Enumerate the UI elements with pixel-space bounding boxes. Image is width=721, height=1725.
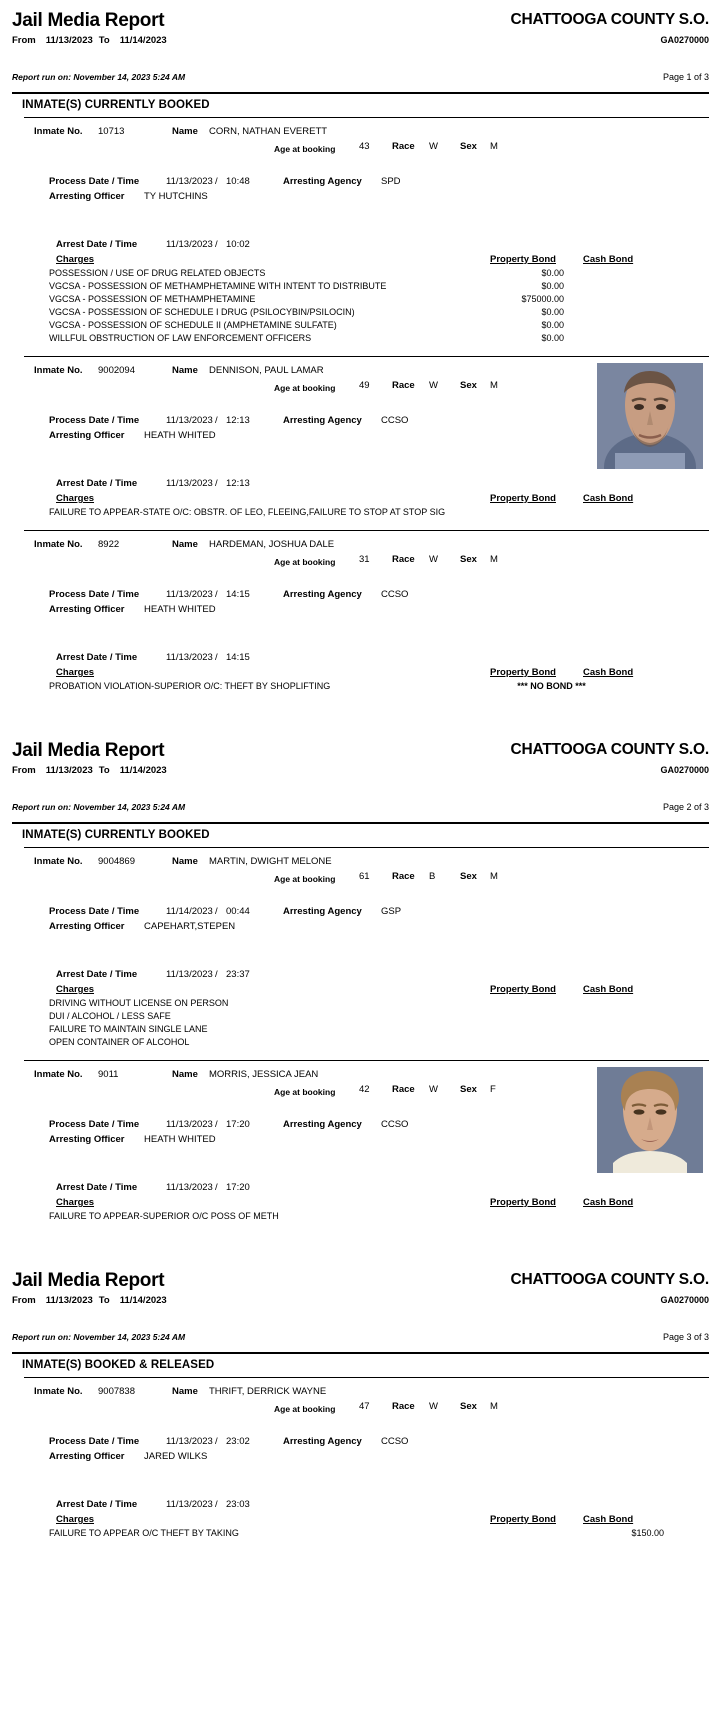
record-spacer: [24, 520, 709, 530]
charge-row: [24, 1024, 709, 1037]
process-line: [24, 175, 709, 190]
process-date-time-label: Process Date / Time: [49, 1436, 140, 1447]
to-date-value: 11/14/2023: [119, 35, 167, 46]
name-label: Name: [172, 1069, 198, 1080]
arresting-agency-label: Arresting Agency: [283, 415, 362, 426]
arresting-officer-label: Arresting Officer: [49, 921, 125, 932]
inmate-no-value: 9011: [98, 1069, 119, 1080]
sex-value: M: [490, 1401, 498, 1412]
charges-header-row: [24, 253, 709, 268]
arrest-line: [24, 238, 709, 253]
agency-name: CHATTOOGA COUNTY S.O.: [510, 1271, 709, 1288]
arrest-date-value: 11/13/2023: [166, 652, 213, 663]
age-at-booking-label: Age at booking: [274, 1404, 336, 1414]
date-time-separator: /: [215, 176, 218, 187]
charge-description: OPEN CONTAINER OF ALCOHOL: [49, 1037, 190, 1047]
report-run-on: [12, 72, 709, 82]
charge-row: [24, 268, 709, 281]
race-value: W: [429, 141, 438, 152]
sex-label: Sex: [460, 1401, 477, 1412]
process-date-time-label: Process Date / Time: [49, 1119, 140, 1130]
process-time-value: 00:44: [226, 906, 250, 917]
charge-row: [24, 1011, 709, 1024]
charges-column-header: Charges: [56, 984, 95, 995]
arresting-agency-label: Arresting Agency: [283, 1436, 362, 1447]
arrest-date-value: 11/13/2023: [166, 1499, 213, 1510]
name-label: Name: [172, 126, 198, 137]
arresting-officer-value: HEATH WHITED: [144, 430, 216, 441]
charges-header-row: [24, 983, 709, 998]
inmate-identity-line: [24, 125, 709, 140]
process-date-value: 11/13/2023: [166, 1436, 213, 1447]
arresting-officer-line: [24, 920, 709, 935]
inmate-no-label: Inmate No.: [34, 365, 83, 376]
charge-property-bond: $75000.00: [521, 294, 564, 304]
race-label: Race: [392, 1084, 415, 1095]
arrest-line: [24, 651, 709, 666]
agency-ori-number: GA0270000: [660, 765, 709, 775]
charge-description: FAILURE TO APPEAR O/C THEFT BY TAKING: [49, 1528, 239, 1538]
inmate-name-value: HARDEMAN, JOSHUA DALE: [209, 539, 335, 550]
age-at-booking-value: 42: [359, 1084, 370, 1095]
section-title: INMATE(S) CURRENTLY BOOKED: [22, 829, 210, 841]
charge-row: [24, 681, 709, 694]
arrest-date-value: 11/13/2023: [166, 478, 213, 489]
report-page: [0, 730, 721, 1234]
record-spacer: [24, 694, 709, 704]
agency-name: CHATTOOGA COUNTY S.O.: [510, 741, 709, 758]
age-at-booking-value: 49: [359, 380, 370, 391]
sex-label: Sex: [460, 380, 477, 391]
section-title: INMATE(S) CURRENTLY BOOKED: [22, 99, 210, 111]
age-at-booking-value: 43: [359, 141, 370, 152]
arresting-officer-value: TY HUTCHINS: [144, 191, 208, 202]
sex-value: M: [490, 380, 498, 391]
process-date-time-label: Process Date / Time: [49, 589, 140, 600]
inmate-name-value: THRIFT, DERRICK WAYNE: [209, 1386, 327, 1397]
report-title: Jail Media Report: [12, 10, 165, 31]
report-header: [12, 1260, 709, 1316]
inmate-name-value: DENNISON, PAUL LAMAR: [209, 365, 324, 376]
demographics-line: [24, 140, 709, 158]
report-title: Jail Media Report: [12, 1270, 165, 1291]
name-label: Name: [172, 1386, 198, 1397]
charge-description: POSSESSION / USE OF DRUG RELATED OBJECTS: [49, 268, 266, 278]
record-spacer: [24, 1541, 709, 1551]
mugshot-photo: [597, 363, 703, 469]
report-run-line: [12, 1332, 709, 1352]
race-value: W: [429, 380, 438, 391]
agency-block: [511, 740, 709, 776]
inmate-no-label: Inmate No.: [34, 1069, 83, 1080]
run-on-label: Report run on:: [12, 1332, 74, 1342]
arresting-officer-line: [24, 603, 709, 618]
age-at-booking-value: 47: [359, 1401, 370, 1412]
arresting-officer-label: Arresting Officer: [49, 191, 125, 202]
report-run-on: [12, 1332, 709, 1342]
charge-description: FAILURE TO APPEAR-SUPERIOR O/C POSS OF METH: [49, 1211, 279, 1221]
agency-name: CHATTOOGA COUNTY S.O.: [510, 11, 709, 28]
charge-description: VGCSA - POSSESSION OF SCHEDULE I DRUG (PSILOCYBIN/PSILOCIN): [49, 307, 355, 317]
cash-bond-column-header: Cash Bond: [583, 493, 634, 504]
race-label: Race: [392, 141, 415, 152]
arrest-date-value: 11/13/2023: [166, 1182, 213, 1193]
charge-description: VGCSA - POSSESSION OF METHAMPHETAMINE: [49, 294, 256, 304]
from-date-value: 11/13/2023: [45, 765, 93, 776]
arrest-time-value: 10:02: [226, 239, 250, 250]
property-bond-column-header: Property Bond: [490, 667, 556, 678]
to-label: To: [98, 765, 110, 776]
charge-description: DRIVING WITHOUT LICENSE ON PERSON: [49, 998, 229, 1008]
arresting-agency-value: CCSO: [381, 1436, 409, 1447]
date-time-separator: /: [215, 906, 218, 917]
inmate-no-label: Inmate No.: [34, 126, 83, 137]
cash-bond-column-header: Cash Bond: [583, 1197, 634, 1208]
sex-value: M: [490, 554, 498, 565]
record-spacer: [24, 1224, 709, 1234]
inmate-name-value: MARTIN, DWIGHT MELONE: [209, 856, 332, 867]
arrest-date-time-label: Arrest Date / Time: [56, 1499, 138, 1510]
process-time-value: 10:48: [226, 176, 250, 187]
arresting-officer-value: CAPEHART,STEPEN: [144, 921, 236, 932]
arresting-agency-value: CCSO: [381, 415, 409, 426]
charge-description: DUI / ALCOHOL / LESS SAFE: [49, 1011, 171, 1021]
agency-block: [511, 1270, 709, 1306]
report-page: [0, 0, 721, 704]
page-number: Page 3 of 3: [662, 1332, 709, 1342]
inmate-record: [24, 356, 709, 530]
race-label: Race: [392, 1401, 415, 1412]
arrest-time-value: 23:37: [226, 969, 250, 980]
date-time-separator: /: [215, 969, 218, 980]
cash-bond-column-header: Cash Bond: [583, 984, 634, 995]
run-on-timestamp: November 14, 2023 5:24 AM: [73, 1332, 186, 1342]
property-bond-column-header: Property Bond: [490, 254, 556, 265]
arresting-officer-line: [24, 190, 709, 205]
run-on-label: Report run on:: [12, 72, 74, 82]
cash-bond-column-header: Cash Bond: [583, 1514, 634, 1525]
from-date-value: 11/13/2023: [45, 35, 93, 46]
inmate-name-value: MORRIS, JESSICA JEAN: [209, 1069, 319, 1080]
process-date-time-label: Process Date / Time: [49, 906, 140, 917]
date-time-separator: /: [215, 1119, 218, 1130]
charge-property-bond: $0.00: [541, 320, 564, 330]
charge-row: [24, 281, 709, 294]
process-line: [24, 588, 709, 603]
arresting-agency-label: Arresting Agency: [283, 906, 362, 917]
arresting-agency-value: SPD: [381, 176, 401, 187]
inmate-record: [24, 1060, 709, 1234]
charge-row: [24, 1211, 709, 1224]
charge-description: FAILURE TO MAINTAIN SINGLE LANE: [49, 1024, 208, 1034]
arrest-date-time-label: Arrest Date / Time: [56, 478, 138, 489]
name-label: Name: [172, 365, 198, 376]
from-label: From: [12, 765, 36, 776]
sex-value: F: [490, 1084, 496, 1095]
sex-value: M: [490, 141, 498, 152]
to-date-value: 11/14/2023: [119, 1295, 167, 1306]
arresting-officer-value: HEATH WHITED: [144, 1134, 216, 1145]
charges-column-header: Charges: [56, 493, 95, 504]
date-time-separator: /: [215, 1182, 218, 1193]
arrest-line: [24, 968, 709, 983]
process-line: [24, 905, 709, 920]
agency-ori-number: GA0270000: [660, 1295, 709, 1305]
agency-ori-number: GA0270000: [660, 35, 709, 45]
inmate-identity-line: [24, 538, 709, 553]
inmate-no-value: 9004869: [98, 856, 135, 867]
to-label: To: [98, 1295, 110, 1306]
report-run-on: [12, 802, 709, 812]
arrest-time-value: 14:15: [226, 652, 250, 663]
arresting-officer-value: HEATH WHITED: [144, 604, 216, 615]
age-at-booking-value: 61: [359, 871, 370, 882]
page-number: Page 1 of 3: [662, 72, 709, 82]
charge-row: [24, 1528, 709, 1541]
charge-cash-bond: $150.00: [631, 1528, 664, 1538]
arresting-officer-line: [24, 1450, 709, 1465]
inmate-record: [24, 1377, 709, 1551]
charge-row: [24, 998, 709, 1011]
from-label: From: [12, 1295, 36, 1306]
cash-bond-column-header: Cash Bond: [583, 254, 634, 265]
arresting-officer-label: Arresting Officer: [49, 604, 125, 615]
charges-column-header: Charges: [56, 1514, 95, 1525]
arresting-agency-value: CCSO: [381, 589, 409, 600]
arresting-agency-label: Arresting Agency: [283, 1119, 362, 1130]
property-bond-column-header: Property Bond: [490, 1514, 556, 1525]
cash-bond-column-header: Cash Bond: [583, 667, 634, 678]
charge-description: VGCSA - POSSESSION OF SCHEDULE II (AMPHETAMINE SULFATE): [49, 320, 337, 330]
to-label: To: [98, 35, 110, 46]
process-date-value: 11/13/2023: [166, 1119, 213, 1130]
date-time-separator: /: [215, 652, 218, 663]
age-at-booking-value: 31: [359, 554, 370, 565]
sex-label: Sex: [460, 1084, 477, 1095]
charges-column-header: Charges: [56, 1197, 95, 1208]
arresting-officer-value: JARED WILKS: [144, 1451, 208, 1462]
age-at-booking-label: Age at booking: [274, 557, 336, 567]
race-value: W: [429, 554, 438, 565]
charge-description: VGCSA - POSSESSION OF METHAMPHETAMINE WITH INTENT TO DISTRIBUTE: [49, 281, 387, 291]
race-label: Race: [392, 554, 415, 565]
inmate-record: [24, 847, 709, 1060]
race-value: W: [429, 1401, 438, 1412]
inmate-record: [24, 530, 709, 704]
demographics-line: [24, 870, 709, 888]
arresting-agency-value: GSP: [381, 906, 402, 917]
arresting-officer-label: Arresting Officer: [49, 430, 125, 441]
charges-column-header: Charges: [56, 254, 95, 265]
report-title: Jail Media Report: [12, 740, 165, 761]
date-time-separator: /: [215, 415, 218, 426]
arrest-date-time-label: Arrest Date / Time: [56, 969, 138, 980]
inmate-record: [24, 117, 709, 356]
arresting-officer-label: Arresting Officer: [49, 1451, 125, 1462]
demographics-line: [24, 553, 709, 571]
arrest-date-time-label: Arrest Date / Time: [56, 1182, 138, 1193]
age-at-booking-label: Age at booking: [274, 874, 336, 884]
page-break-gap: [0, 1234, 721, 1260]
run-on-timestamp: November 14, 2023 5:24 AM: [73, 802, 186, 812]
name-label: Name: [172, 539, 198, 550]
from-date-value: 11/13/2023: [45, 1295, 93, 1306]
charge-row: [24, 333, 709, 346]
process-line: [24, 1435, 709, 1450]
agency-block: [511, 10, 709, 46]
date-time-separator: /: [215, 589, 218, 600]
age-at-booking-label: Age at booking: [274, 1087, 336, 1097]
arrest-date-time-label: Arrest Date / Time: [56, 239, 138, 250]
charge-property-bond: $0.00: [541, 281, 564, 291]
property-bond-column-header: Property Bond: [490, 984, 556, 995]
inmate-no-label: Inmate No.: [34, 1386, 83, 1397]
section-title: INMATE(S) BOOKED & RELEASED: [22, 1359, 215, 1371]
mugshot-photo: [597, 1067, 703, 1173]
inmate-no-label: Inmate No.: [34, 539, 83, 550]
age-at-booking-label: Age at booking: [274, 383, 336, 393]
charge-description: FAILURE TO APPEAR-STATE O/C: OBSTR. OF LEO, FLEEING,FAILURE TO STOP AT STOP SIG: [49, 507, 446, 517]
arresting-agency-label: Arresting Agency: [283, 176, 362, 187]
sex-value: M: [490, 871, 498, 882]
charge-description: WILLFUL OBSTRUCTION OF LAW ENFORCEMENT OFFICERS: [49, 333, 312, 343]
race-label: Race: [392, 871, 415, 882]
arrest-time-value: 12:13: [226, 478, 250, 489]
race-value: B: [429, 871, 436, 882]
age-at-booking-label: Age at booking: [274, 144, 336, 154]
charge-property-bond: $0.00: [541, 307, 564, 317]
arrest-time-value: 17:20: [226, 1182, 250, 1193]
process-time-value: 12:13: [226, 415, 250, 426]
arrest-date-time-label: Arrest Date / Time: [56, 652, 138, 663]
arrest-date-value: 11/13/2023: [166, 969, 213, 980]
arrest-line: [24, 1181, 709, 1196]
name-label: Name: [172, 856, 198, 867]
charges-column-header: Charges: [56, 667, 95, 678]
charges-header-row: [24, 492, 709, 507]
charge-description: PROBATION VIOLATION-SUPERIOR O/C: THEFT BY SHOPLIFTING: [49, 681, 331, 691]
report-run-line: [12, 72, 709, 92]
arrest-line: [24, 477, 709, 492]
charge-row: [24, 294, 709, 307]
race-label: Race: [392, 380, 415, 391]
date-time-separator: /: [215, 478, 218, 489]
process-date-value: 11/13/2023: [166, 415, 213, 426]
inmate-no-value: 8922: [98, 539, 120, 550]
arrest-line: [24, 1498, 709, 1513]
report-page: [0, 1260, 721, 1551]
arresting-agency-value: CCSO: [381, 1119, 409, 1130]
report-run-line: [12, 802, 709, 822]
process-time-value: 23:02: [226, 1436, 250, 1447]
race-value: W: [429, 1084, 438, 1095]
date-time-separator: /: [215, 1499, 218, 1510]
charges-header-row: [24, 1513, 709, 1528]
date-time-separator: /: [215, 1436, 218, 1447]
inmate-name-value: CORN, NATHAN EVERETT: [209, 126, 328, 137]
charge-property-bond: $0.00: [541, 333, 564, 343]
page-break-gap: [0, 704, 721, 730]
inmate-identity-line: [24, 855, 709, 870]
page-number: Page 2 of 3: [662, 802, 709, 812]
inmate-no-label: Inmate No.: [34, 856, 83, 867]
inmate-identity-line: [24, 1385, 709, 1400]
report-header: [12, 730, 709, 786]
charges-header-row: [24, 1196, 709, 1211]
to-date-value: 11/14/2023: [119, 765, 167, 776]
process-time-value: 17:20: [226, 1119, 250, 1130]
process-date-value: 11/13/2023: [166, 589, 213, 600]
process-date-value: 11/14/2023: [166, 906, 213, 917]
record-spacer: [24, 1050, 709, 1060]
charge-property-bond: $0.00: [541, 268, 564, 278]
property-bond-column-header: Property Bond: [490, 493, 556, 504]
charge-row: [24, 507, 709, 520]
inmate-no-value: 9007838: [98, 1386, 135, 1397]
charge-row: [24, 320, 709, 333]
inmate-no-value: 10713: [98, 126, 125, 137]
run-on-label: Report run on:: [12, 802, 74, 812]
process-date-value: 11/13/2023: [166, 176, 213, 187]
report-header: [12, 0, 709, 56]
process-date-time-label: Process Date / Time: [49, 176, 140, 187]
arresting-officer-label: Arresting Officer: [49, 1134, 125, 1145]
arrest-time-value: 23:03: [226, 1499, 250, 1510]
arresting-agency-label: Arresting Agency: [283, 589, 362, 600]
sex-label: Sex: [460, 871, 477, 882]
charges-header-row: [24, 666, 709, 681]
inmate-no-value: 9002094: [98, 365, 135, 376]
arrest-date-value: 11/13/2023: [166, 239, 213, 250]
from-label: From: [12, 35, 36, 46]
demographics-line: [24, 1400, 709, 1418]
no-bond-indicator: *** NO BOND ***: [517, 681, 586, 691]
process-time-value: 14:15: [226, 589, 250, 600]
sex-label: Sex: [460, 141, 477, 152]
record-spacer: [24, 346, 709, 356]
process-date-time-label: Process Date / Time: [49, 415, 140, 426]
run-on-timestamp: November 14, 2023 5:24 AM: [73, 72, 186, 82]
property-bond-column-header: Property Bond: [490, 1197, 556, 1208]
date-time-separator: /: [215, 239, 218, 250]
charge-row: [24, 1037, 709, 1050]
charge-row: [24, 307, 709, 320]
sex-label: Sex: [460, 554, 477, 565]
